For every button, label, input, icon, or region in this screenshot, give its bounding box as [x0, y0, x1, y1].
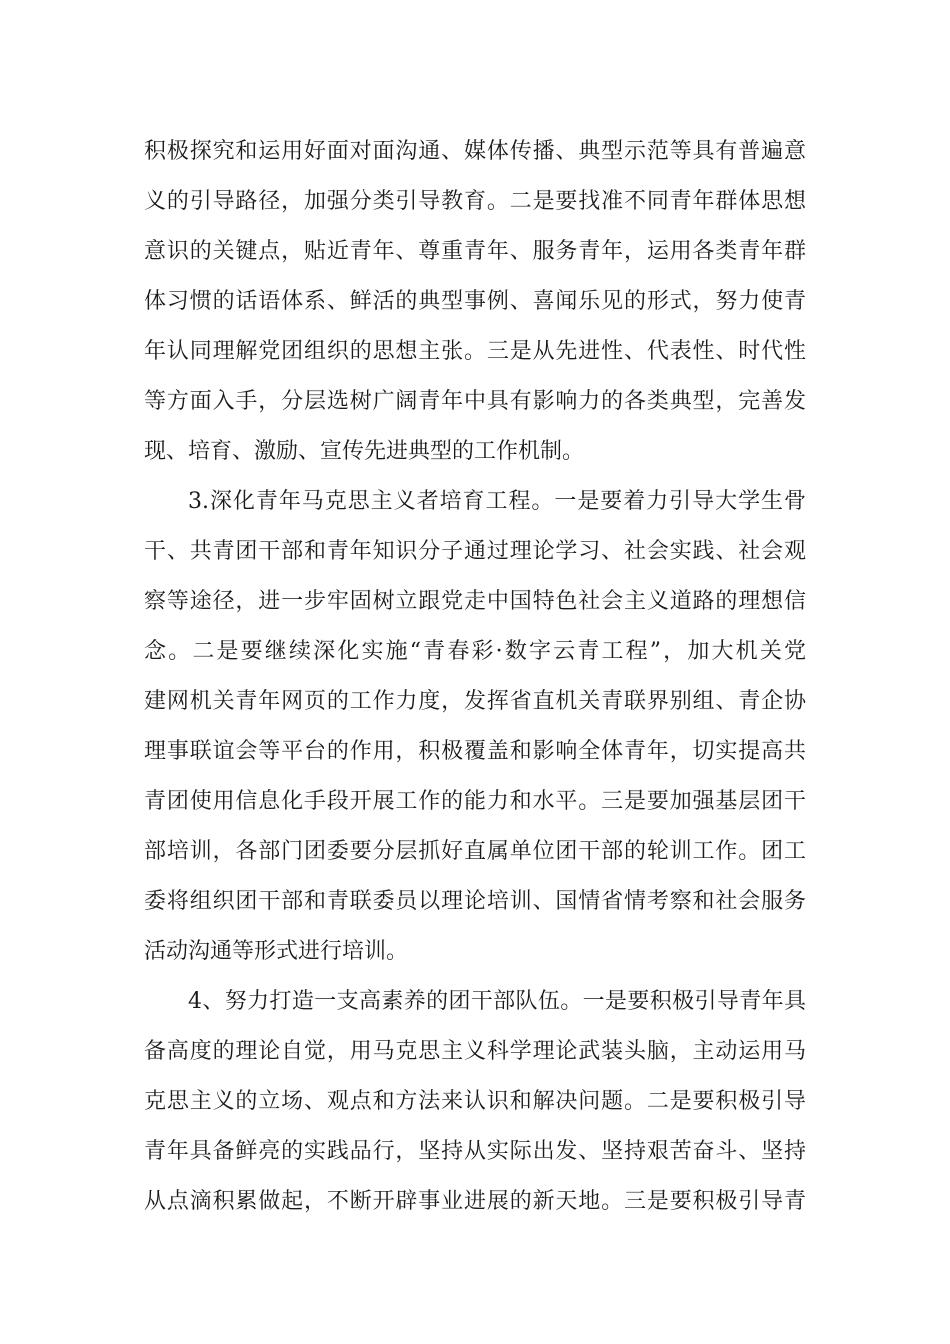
text-line-6: 等方面入手，分层选树广阔青年中具有影响力的各类典型，完善发 — [144, 389, 806, 414]
text-line-4: 体习惯的话语体系、鲜活的典型事例、喜闻乐见的形式，努力使青 — [144, 289, 806, 314]
text-line-8: 3.深化青年马克思主义者培育工程。一是要着力引导大学生骨 — [188, 489, 806, 514]
text-line-19: 备高度的理论自觉，用马克思主义科学理论武装头脑，主动运用马 — [144, 1039, 806, 1064]
text-line-11: 念。二是要继续深化实施“青春彩·数字云青工程”，加大机关党 — [144, 639, 806, 664]
text-line-10: 察等途径，进一步牢固树立跟党走中国特色社会主义道路的理想信 — [144, 589, 806, 614]
text-line-14: 青团使用信息化手段开展工作的能力和水平。三是要加强基层团干 — [144, 789, 806, 814]
text-line-13: 理事联谊会等平台的作用，积极覆盖和影响全体青年，切实提高共 — [144, 739, 806, 764]
text-line-12: 建网机关青年网页的工作力度，发挥省直机关青联界别组、青企协 — [144, 689, 806, 714]
text-line-21: 青年具备鲜亮的实践品行，坚持从实际出发、坚持艰苦奋斗、坚持 — [144, 1139, 806, 1164]
text-line-7: 现、培育、激励、宣传先进典型的工作机制。 — [144, 439, 585, 464]
text-line-20: 克思主义的立场、观点和方法来认识和解决问题。二是要积极引导 — [144, 1089, 806, 1114]
text-line-5: 年认同理解党团组织的思想主张。三是从先进性、代表性、时代性 — [144, 339, 806, 364]
text-line-18: 4、努力打造一支高素养的团干部队伍。一是要积极引导青年具 — [188, 989, 806, 1014]
text-line-1: 积极探究和运用好面对面沟通、媒体传播、典型示范等具有普遍意 — [144, 139, 806, 164]
text-line-2: 义的引导路径，加强分类引导教育。二是要找准不同青年群体思想 — [144, 189, 806, 214]
text-line-16: 委将组织团干部和青联委员以理论培训、国情省情考察和社会服务 — [144, 889, 806, 914]
text-line-15: 部培训，各部门团委要分层抓好直属单位团干部的轮训工作。团工 — [144, 839, 806, 864]
text-line-17: 活动沟通等形式进行培训。 — [144, 939, 409, 964]
text-line-9: 干、共青团干部和青年知识分子通过理论学习、社会实践、社会观 — [144, 539, 806, 564]
text-line-22: 从点滴积累做起，不断开辟事业进展的新天地。三是要积极引导青 — [144, 1189, 806, 1214]
text-line-3: 意识的关键点，贴近青年、尊重青年、服务青年，运用各类青年群 — [144, 239, 806, 264]
